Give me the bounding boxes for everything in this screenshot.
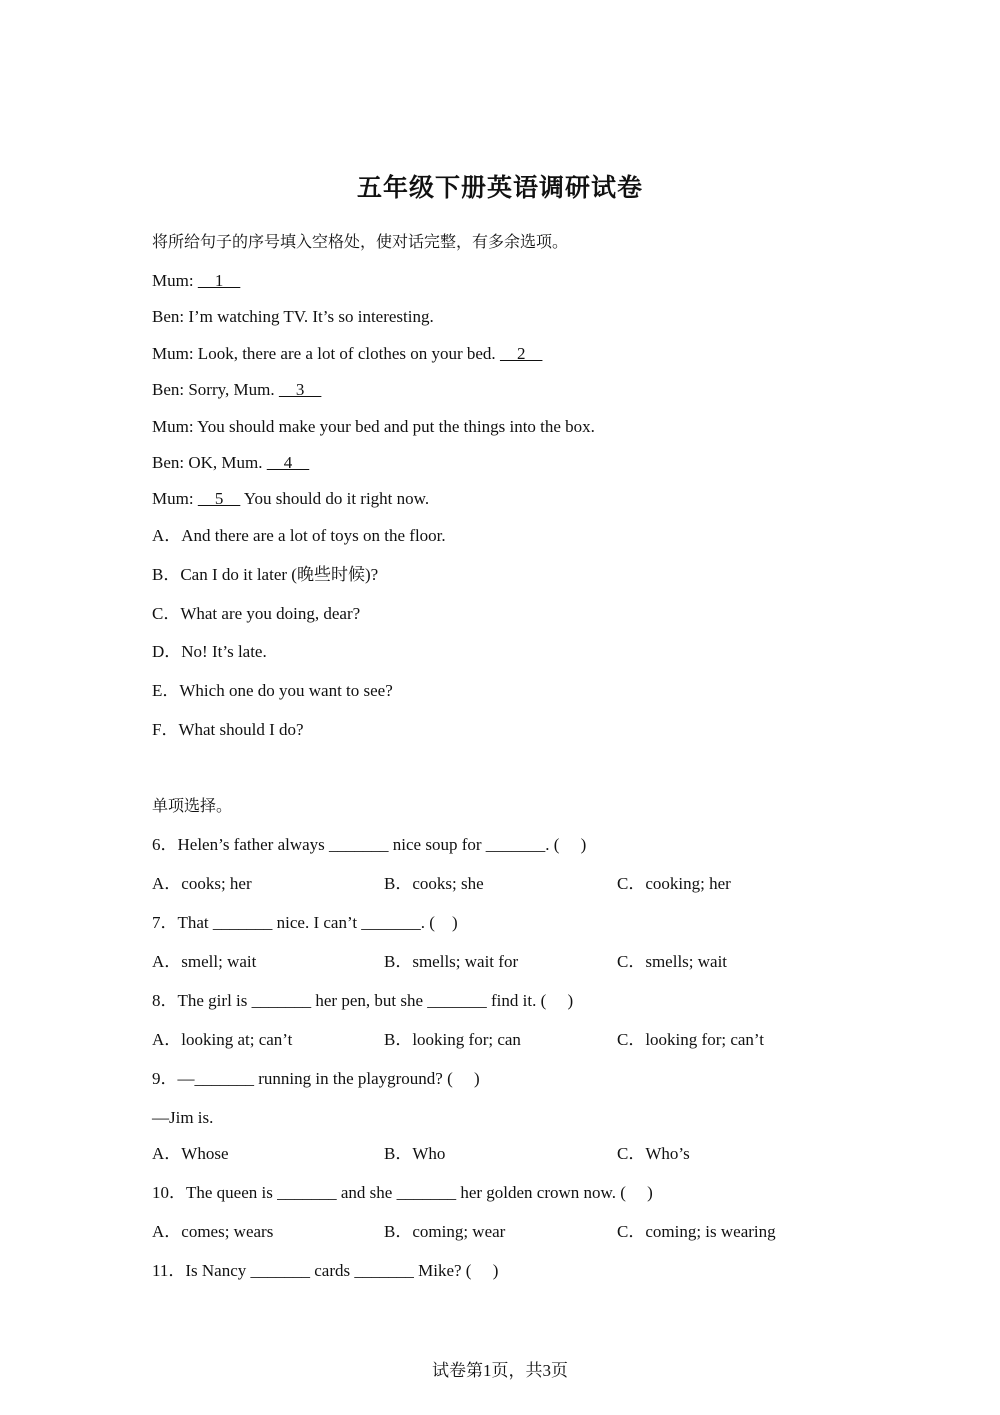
- answer-blank-5[interactable]: 5: [197, 489, 241, 508]
- dialogue-text: Mum:: [152, 489, 198, 508]
- dialogue-line-1: [152, 270, 240, 292]
- q8-choice-b[interactable]: B．looking for; can: [384, 1030, 521, 1049]
- page-title: 五年级下册英语调研试卷: [356, 173, 643, 202]
- q6-choice-a[interactable]: A．cooks; her: [152, 874, 252, 893]
- q7-choice-b[interactable]: B．smells; wait for: [384, 952, 519, 971]
- option-d[interactable]: D．No! It’s late.: [152, 642, 267, 661]
- question-7: 7．That _______ nice. I can’t _______. ( ): [152, 913, 458, 932]
- section1-instruction: 将所给句子的序号填入空格处，使对话完整，有多余选项。: [152, 232, 569, 251]
- answer-blank-4[interactable]: 4: [266, 453, 310, 472]
- q10-choice-b[interactable]: B．coming; wear: [384, 1222, 506, 1241]
- dialogue-text: Ben: I’m watching TV. It’s so interesting.: [152, 307, 434, 326]
- dialogue-line-3: [152, 343, 542, 365]
- dialogue-text: Mum: You should make your bed and put the things into the box.: [152, 417, 595, 436]
- section2-instruction: 单项选择。: [152, 796, 233, 815]
- option-b[interactable]: B．Can I do it later (晚些时候)?: [152, 565, 379, 584]
- q9-choice-c[interactable]: C．Who’s: [617, 1144, 690, 1163]
- page-footer: 试卷第1页，共3页: [432, 1361, 568, 1380]
- option-e[interactable]: E．Which one do you want to see?: [152, 681, 393, 700]
- dialogue-line-2: [152, 306, 434, 328]
- question-9: 9．—_______ running in the playground? ( ): [152, 1069, 480, 1088]
- q7-choice-a[interactable]: A．smell; wait: [152, 952, 257, 971]
- q7-choice-c[interactable]: C．smells; wait: [617, 952, 728, 971]
- dialogue-line-5: [152, 416, 595, 438]
- option-c[interactable]: C．What are you doing, dear?: [152, 604, 361, 623]
- answer-blank-3[interactable]: 3: [278, 380, 322, 399]
- question-8: 8．The girl is _______ her pen, but she _______ find it. ( ): [152, 991, 574, 1010]
- q6-choice-c[interactable]: C．cooking; her: [617, 874, 731, 893]
- q10-choice-c[interactable]: C．coming; is wearing: [617, 1222, 776, 1241]
- dialogue-text: Mum:: [152, 271, 198, 290]
- question-11: 11．Is Nancy _______ cards _______ Mike? ( ): [152, 1261, 499, 1280]
- dialogue-text: Ben: Sorry, Mum.: [152, 380, 279, 399]
- answer-blank-2[interactable]: 2: [499, 344, 543, 363]
- q8-choice-a[interactable]: A．looking at; can’t: [152, 1030, 293, 1049]
- answer-blank-1[interactable]: 1: [197, 271, 241, 290]
- q8-choice-c[interactable]: C．looking for; can’t: [617, 1030, 764, 1049]
- q9-reply: —Jim is.: [152, 1108, 214, 1127]
- dialogue-text: Mum: Look, there are a lot of clothes on your bed.: [152, 344, 500, 363]
- q10-choice-a[interactable]: A．comes; wears: [152, 1222, 274, 1241]
- dialogue-text: Ben: OK, Mum.: [152, 453, 267, 472]
- dialogue-line-6: [152, 452, 309, 474]
- question-10: 10．The queen is _______ and she _______ her golden crown now. ( ): [152, 1183, 653, 1202]
- dialogue-line-4: [152, 379, 321, 401]
- q9-choice-b[interactable]: B．Who: [384, 1144, 446, 1163]
- dialogue-text: You should do it right now.: [240, 489, 430, 508]
- question-6: 6．Helen’s father always _______ nice soup for _______. ( ): [152, 835, 587, 854]
- option-f[interactable]: F．What should I do?: [152, 720, 304, 739]
- q6-choice-b[interactable]: B．cooks; she: [384, 874, 484, 893]
- q9-choice-a[interactable]: A．Whose: [152, 1144, 229, 1163]
- option-a[interactable]: A．And there are a lot of toys on the floor.: [152, 526, 446, 545]
- dialogue-line-7: [152, 488, 429, 510]
